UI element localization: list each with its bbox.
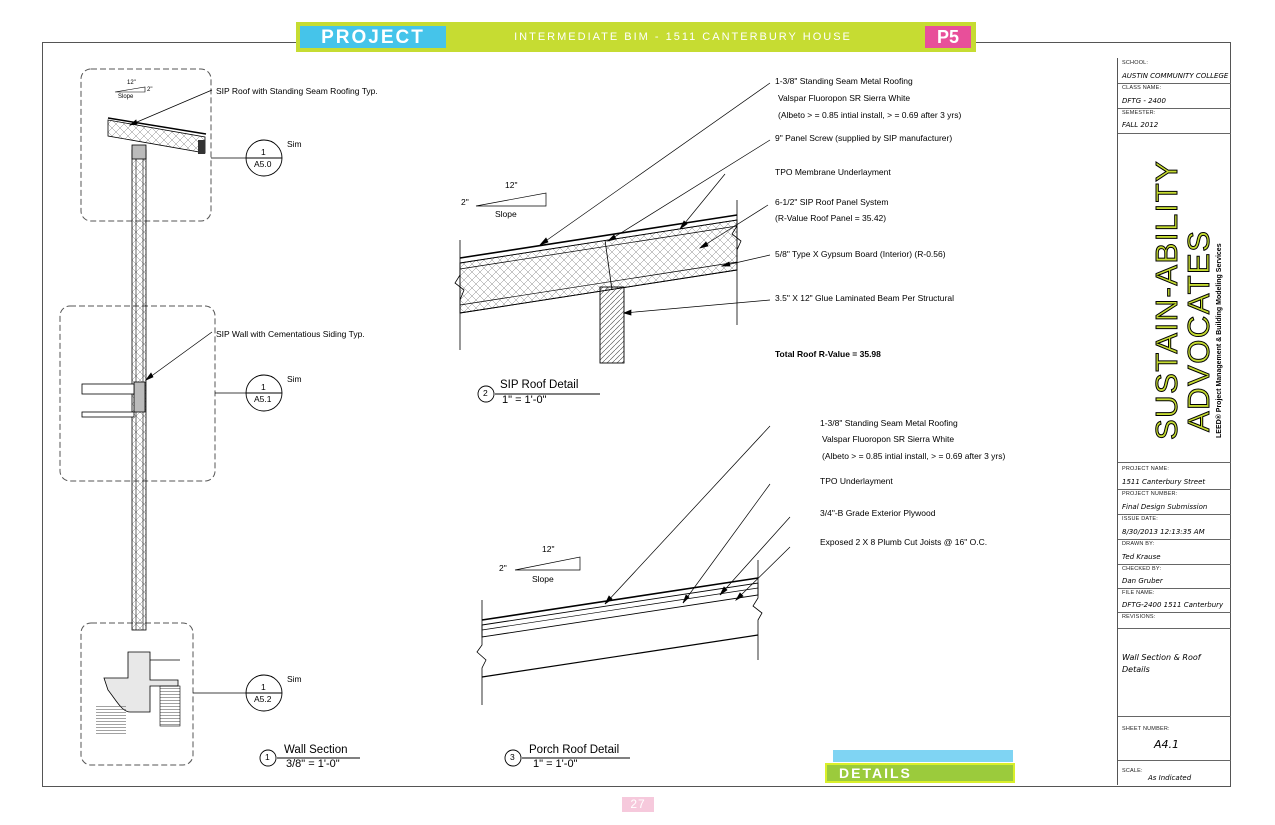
wall-slope-word: Slope xyxy=(118,94,134,100)
porch-note-2: Valspar Fluoropon SR Sierra White xyxy=(822,434,955,444)
callout-3-sheet: A5.2 xyxy=(254,694,272,704)
porch-slope-run: 12" xyxy=(542,544,555,554)
semester-label: SEMESTER: xyxy=(1122,110,1156,116)
sip-note-2: Valspar Fluoropon SR Sierra White xyxy=(778,93,911,103)
callout-1-number: 1 xyxy=(261,147,266,157)
wall-section-scale: 3/8" = 1'-0" xyxy=(286,758,340,770)
porch-slope-word: Slope xyxy=(532,574,554,584)
project-label: PROJECT xyxy=(300,26,446,48)
porch-roof-scale: 1" = 1'-0" xyxy=(533,758,578,770)
semester-value: FALL 2012 xyxy=(1122,121,1159,129)
sip-note-9: 3.5" X 12" Glue Laminated Beam Per Structural xyxy=(775,293,954,303)
callout-2-number: 1 xyxy=(261,382,266,392)
sip-slope-run: 12" xyxy=(505,180,518,190)
revisions-label: REVISIONS: xyxy=(1122,614,1156,620)
class-value: DFTG - 2400 xyxy=(1122,97,1166,105)
project-number-label: PROJECT NUMBER: xyxy=(1122,491,1178,497)
scale-value: As Indicated xyxy=(1148,774,1192,782)
porch-note-5: 3/4"-B Grade Exterior Plywood xyxy=(820,508,936,518)
details-tab-label: DETAILS xyxy=(839,765,912,781)
sip-slope-rise: 2" xyxy=(461,197,469,207)
checked-by-label: CHECKED BY: xyxy=(1122,566,1162,572)
sip-note-1: 1-3/8" Standing Seam Metal Roofing xyxy=(775,76,913,86)
sip-note-6: 6-1/2" SIP Roof Panel System xyxy=(775,197,889,207)
porch-note-4: TPO Underlayment xyxy=(820,476,893,486)
sheet-number-label: SHEET NUMBER: xyxy=(1122,726,1170,732)
porch-slope-rise: 2" xyxy=(499,563,507,573)
svg-text:ADVOCATES: ADVOCATES xyxy=(1181,229,1216,432)
issue-date-label: ISSUE DATE: xyxy=(1122,516,1159,522)
callout-3-sim: Sim xyxy=(287,674,302,684)
wall-slope-run: 12" xyxy=(127,80,136,86)
callout-2-sheet: A5.1 xyxy=(254,394,272,404)
drawn-by-value: Ted Krause xyxy=(1122,553,1161,561)
porch-note-3: (Albeto > = 0.85 intial install, > = 0.69 after 3 yrs) xyxy=(822,451,1006,461)
svg-text:LEED® Project Management & Bui: LEED® Project Management & Building Modeling Services xyxy=(1216,243,1223,438)
issue-date-value: 8/30/2013 12:13:35 AM xyxy=(1122,528,1205,536)
drawn-by-label: DRAWN BY: xyxy=(1122,541,1155,547)
sip-total-r-value: Total Roof R-Value = 35.98 xyxy=(775,349,881,359)
sip-roof-title: SIP Roof Detail xyxy=(500,379,579,391)
section-callouts xyxy=(246,140,282,711)
wall-title-number: 1 xyxy=(265,752,270,762)
sip-note-5: TPO Membrane Underlayment xyxy=(775,167,891,177)
porch-title-number: 3 xyxy=(510,752,515,762)
file-name-label: FILE NAME: xyxy=(1122,590,1155,596)
wall-slope-rise: 2" xyxy=(147,87,153,93)
page-number: 27 xyxy=(622,797,654,812)
sheet-title: Wall Section & Roof Details xyxy=(1122,653,1201,674)
sip-roof-scale: 1" = 1'-0" xyxy=(502,394,547,406)
class-label: CLASS NAME: xyxy=(1122,85,1162,91)
svg-text:SUSTAIN-ABILITY: SUSTAIN-ABILITY xyxy=(1149,159,1184,440)
callout-3-number: 1 xyxy=(261,682,266,692)
project-number-value: Final Design Submission xyxy=(1122,503,1208,511)
sip-note-7: (R-Value Roof Panel = 35.42) xyxy=(775,213,887,223)
company-logo xyxy=(1125,150,1225,450)
scale-label: SCALE: xyxy=(1122,768,1143,774)
company-logo-text xyxy=(1125,150,1225,450)
sip-roof-drawing xyxy=(455,83,770,363)
sip-note-3: (Albeto > = 0.85 intial install, > = 0.69 after 3 yrs) xyxy=(778,110,962,120)
sip-note-4: 9" Panel Screw (supplied by SIP manufacturer) xyxy=(775,133,953,143)
sheet-number-value: A4.1 xyxy=(1154,738,1180,751)
porch-roof-drawing xyxy=(477,426,790,705)
checked-by-value: Dan Gruber xyxy=(1122,577,1163,585)
porch-note-1: 1-3/8" Standing Seam Metal Roofing xyxy=(820,418,958,428)
sip-note-8: 5/8" Type X Gypsum Board (Interior) (R-0.56) xyxy=(775,249,946,259)
wall-roof-note: SIP Roof with Standing Seam Roofing Typ. xyxy=(216,86,378,96)
school-value: AUSTIN COMMUNITY COLLEGE xyxy=(1122,72,1229,80)
wall-siding-note: SIP Wall with Cementatious Siding Typ. xyxy=(216,329,365,339)
callout-1-sim: Sim xyxy=(287,139,302,149)
porch-roof-title: Porch Roof Detail xyxy=(529,744,620,756)
porch-note-6: Exposed 2 X 8 Plumb Cut Joists @ 16" O.C. xyxy=(820,537,988,547)
callout-1-sheet: A5.0 xyxy=(254,159,272,169)
wall-section-title: Wall Section xyxy=(284,744,348,756)
sip-slope-word: Slope xyxy=(495,209,517,219)
wall-leaders xyxy=(130,90,246,693)
file-name-value: DFTG-2400 1511 Canterbury xyxy=(1122,601,1224,609)
page-code: P5 xyxy=(925,26,971,48)
project-name-label: PROJECT NAME: xyxy=(1122,466,1170,472)
school-label: SCHOOL: xyxy=(1122,60,1149,66)
project-title: INTERMEDIATE BIM - 1511 CANTERBURY HOUSE xyxy=(514,31,852,43)
callout-2-sim: Sim xyxy=(287,374,302,384)
detail-title-marks xyxy=(260,386,630,766)
details-tab xyxy=(825,750,1015,786)
wall-assembly xyxy=(82,87,206,735)
project-name-value: 1511 Canterbury Street xyxy=(1122,478,1206,486)
sip-title-number: 2 xyxy=(483,388,488,398)
